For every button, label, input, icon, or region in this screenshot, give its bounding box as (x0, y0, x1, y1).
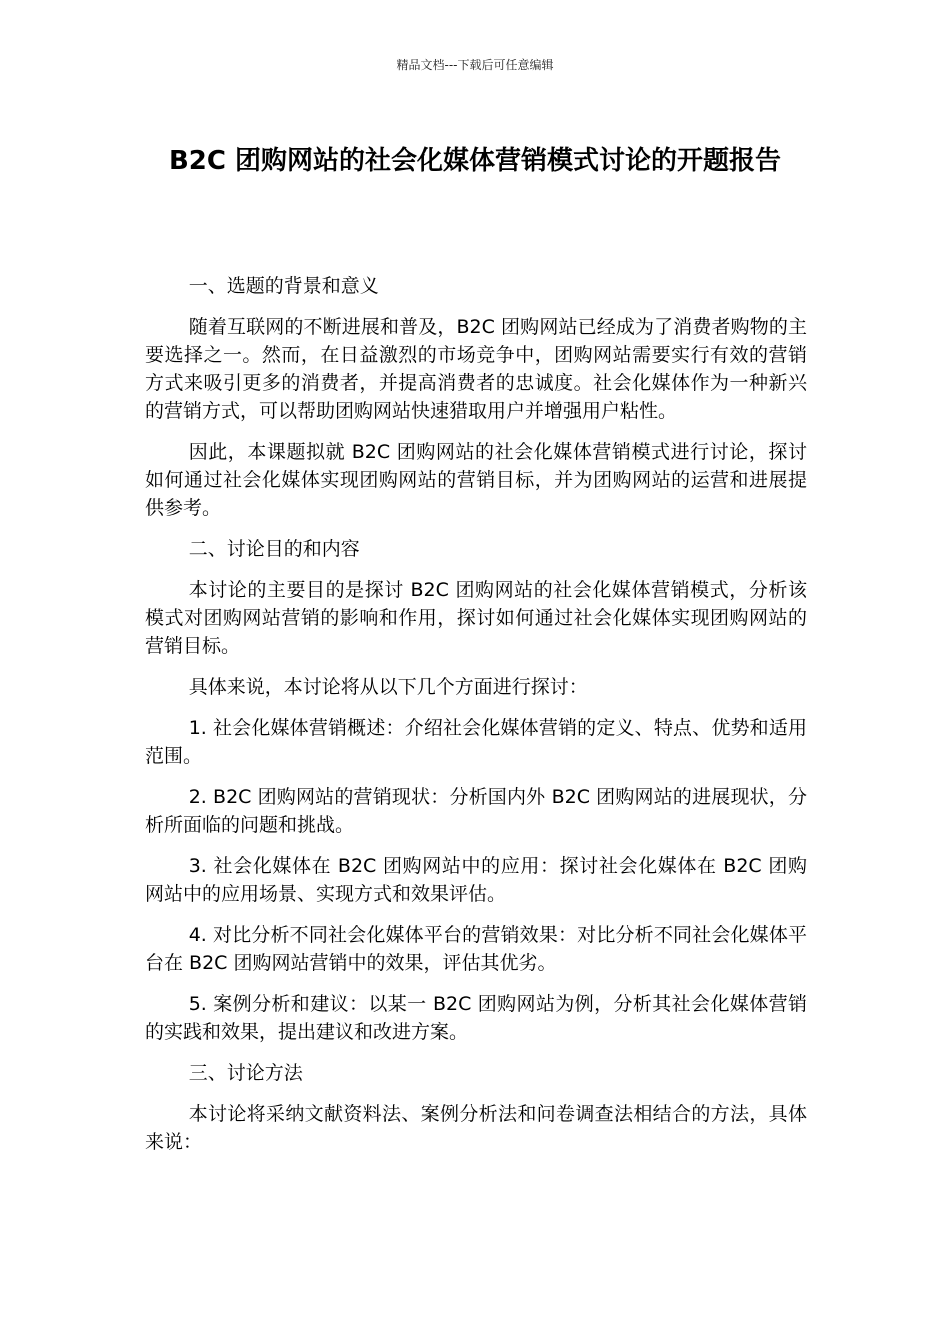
document-title: B2C 团购网站的社会化媒体营销模式讨论的开题报告 (168, 146, 782, 176)
list-item-5: 5. 案例分析和建议：以某一 B2C 团购网站为例，分析其社会化媒体营销的实践和效果，提出建议和改进方案。 (145, 993, 807, 1043)
document-body (145, 272, 807, 1169)
list-item-1: 1. 社会化媒体营销概述：介绍社会化媒体营销的定义、特点、优势和适用范围。 (145, 717, 807, 767)
list-item-3: 3. 社会化媒体在 B2C 团购网站中的应用：探讨社会化媒体在 B2C 团购网站中的应用场景、实现方式和效果评估。 (145, 855, 807, 905)
paragraph-aspects-intro: 具体来说，本讨论将从以下几个方面进行探讨： (188, 676, 588, 698)
paragraph-main-objective: 本讨论的主要目的是探讨 B2C 团购网站的社会化媒体营销模式，分析该模式对团购网站营销的影响和作用，探讨如何通过社会化媒体实现团购网站的营销目标。 (145, 579, 807, 657)
list-item-4: 4. 对比分析不同社会化媒体平台的营销效果：对比分析不同社会化媒体平台在 B2C 团购网站营销中的效果，评估其优劣。 (145, 924, 807, 974)
section-heading-background: 一、选题的背景和意义 (188, 275, 379, 297)
section-heading-objectives: 二、讨论目的和内容 (188, 538, 360, 560)
paragraph-background: 随着互联网的不断进展和普及，B2C 团购网站已经成为了消费者购物的主要选择之一。然而，在日益激烈的市场竞争中，团购网站需要实行有效的营销方式来吸引更多的消费者，并提高消费者的忠诚度。社会化媒体作为一种新兴的营销方式，可以帮助团购网站快速猎取用户并增强用户粘性。 (145, 316, 807, 422)
section-heading-methods: 三、讨论方法 (188, 1062, 303, 1084)
page-header: 精品文档---下载后可任意编辑 (396, 58, 554, 72)
paragraph-methods: 本讨论将采纳文献资料法、案例分析法和问卷调查法相结合的方法，具体来说： (145, 1103, 807, 1153)
paragraph-topic-purpose: 因此，本课题拟就 B2C 团购网站的社会化媒体营销模式进行讨论，探讨如何通过社会化媒体实现团购网站的营销目标，并为团购网站的运营和进展提供参考。 (145, 441, 807, 519)
list-item-2: 2. B2C 团购网站的营销现状：分析国内外 B2C 团购网站的进展现状，分析所面临的问题和挑战。 (145, 786, 807, 836)
